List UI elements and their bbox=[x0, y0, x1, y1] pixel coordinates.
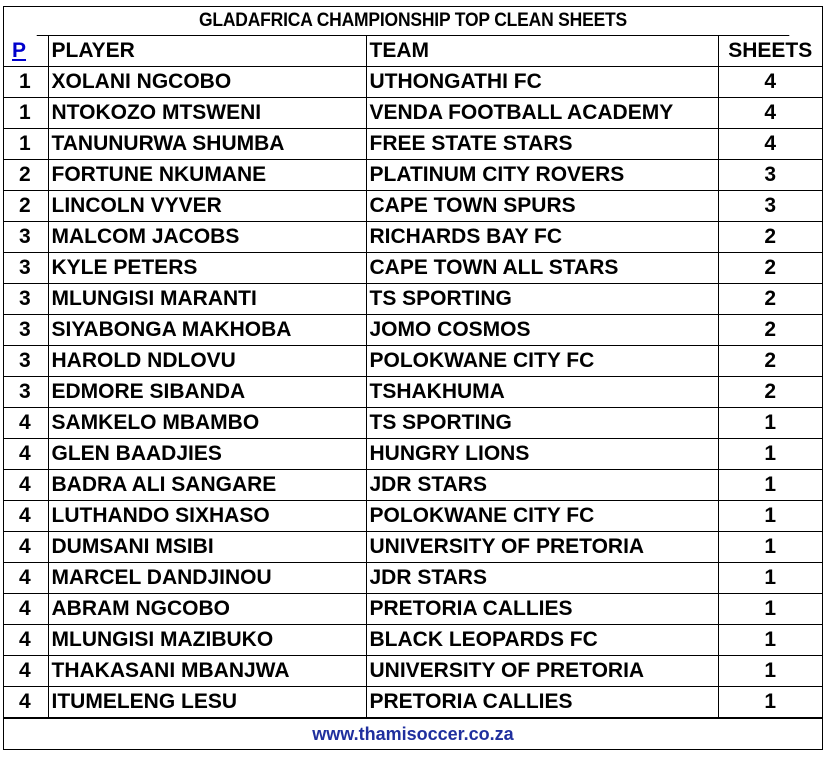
table-row bbox=[4, 67, 822, 98]
table-row bbox=[4, 253, 822, 284]
position-cell: 4 bbox=[4, 687, 48, 718]
team-cell: VENDA FOOTBALL ACADEMY bbox=[366, 98, 718, 129]
team-cell: POLOKWANE CITY FC bbox=[366, 501, 718, 532]
player-cell: TANUNURWA SHUMBA bbox=[48, 129, 366, 160]
position-cell: 4 bbox=[4, 594, 48, 625]
sheets-cell: 2 bbox=[718, 253, 822, 284]
sheets-cell: 3 bbox=[718, 160, 822, 191]
table-row bbox=[4, 687, 822, 718]
player-cell: SIYABONGA MAKHOBA bbox=[48, 315, 366, 346]
position-cell: 4 bbox=[4, 563, 48, 594]
position-cell: 3 bbox=[4, 222, 48, 253]
player-cell: MLUNGISI MAZIBUKO bbox=[48, 625, 366, 656]
table-row bbox=[4, 563, 822, 594]
table-row bbox=[4, 284, 822, 315]
sheets-cell: 2 bbox=[718, 377, 822, 408]
table-row bbox=[4, 222, 822, 253]
position-cell: 4 bbox=[4, 408, 48, 439]
position-cell: 4 bbox=[4, 439, 48, 470]
position-cell: 3 bbox=[4, 315, 48, 346]
sheets-cell: 4 bbox=[718, 129, 822, 160]
sheets-cell: 1 bbox=[718, 594, 822, 625]
position-cell: 3 bbox=[4, 253, 48, 284]
player-cell: HAROLD NDLOVU bbox=[48, 346, 366, 377]
player-cell: LUTHANDO SIXHASO bbox=[48, 501, 366, 532]
position-sort-link[interactable]: P bbox=[12, 39, 27, 62]
position-header[interactable] bbox=[4, 36, 48, 67]
table-row bbox=[4, 532, 822, 563]
team-cell: PLATINUM CITY ROVERS bbox=[366, 160, 718, 191]
player-cell: BADRA ALI SANGARE bbox=[48, 470, 366, 501]
position-cell: 1 bbox=[4, 67, 48, 98]
team-cell: PRETORIA CALLIES bbox=[366, 594, 718, 625]
team-cell: FREE STATE STARS bbox=[366, 129, 718, 160]
player-cell: KYLE PETERS bbox=[48, 253, 366, 284]
player-header: PLAYER bbox=[48, 36, 366, 67]
table-row bbox=[4, 377, 822, 408]
position-cell: 2 bbox=[4, 160, 48, 191]
team-cell: UNIVERSITY OF PRETORIA bbox=[366, 656, 718, 687]
position-cell: 4 bbox=[4, 470, 48, 501]
player-cell: NTOKOZO MTSWENI bbox=[48, 98, 366, 129]
sheets-cell: 1 bbox=[718, 501, 822, 532]
table-row bbox=[4, 315, 822, 346]
team-cell: PRETORIA CALLIES bbox=[366, 687, 718, 718]
sheets-cell: 4 bbox=[718, 98, 822, 129]
table-row bbox=[4, 470, 822, 501]
sheets-cell: 1 bbox=[718, 625, 822, 656]
sheets-cell: 4 bbox=[718, 67, 822, 98]
position-cell: 4 bbox=[4, 625, 48, 656]
team-cell: JDR STARS bbox=[366, 563, 718, 594]
table-title: GLADAFRICA CHAMPIONSHIP TOP CLEAN SHEETS bbox=[37, 7, 790, 36]
table-row bbox=[4, 129, 822, 160]
table-row bbox=[4, 439, 822, 470]
player-cell: FORTUNE NKUMANE bbox=[48, 160, 366, 191]
player-cell: MARCEL DANDJINOU bbox=[48, 563, 366, 594]
sheets-cell: 2 bbox=[718, 222, 822, 253]
team-cell: TS SPORTING bbox=[366, 408, 718, 439]
position-cell: 3 bbox=[4, 284, 48, 315]
position-cell: 2 bbox=[4, 191, 48, 222]
team-cell: POLOKWANE CITY FC bbox=[366, 346, 718, 377]
player-cell: SAMKELO MBAMBO bbox=[48, 408, 366, 439]
player-cell: XOLANI NGCOBO bbox=[48, 67, 366, 98]
table-row bbox=[4, 501, 822, 532]
team-cell: UTHONGATHI FC bbox=[366, 67, 718, 98]
player-cell: THAKASANI MBANJWA bbox=[48, 656, 366, 687]
sheets-cell: 2 bbox=[718, 346, 822, 377]
team-cell: UNIVERSITY OF PRETORIA bbox=[366, 532, 718, 563]
position-cell: 1 bbox=[4, 129, 48, 160]
sheets-cell: 1 bbox=[718, 408, 822, 439]
team-cell: JDR STARS bbox=[366, 470, 718, 501]
table-row bbox=[4, 408, 822, 439]
sheets-cell: 3 bbox=[718, 191, 822, 222]
table-row bbox=[4, 98, 822, 129]
sheets-cell: 1 bbox=[718, 470, 822, 501]
player-cell: MALCOM JACOBS bbox=[48, 222, 366, 253]
position-cell: 3 bbox=[4, 377, 48, 408]
table-row bbox=[4, 191, 822, 222]
team-cell: BLACK LEOPARDS FC bbox=[366, 625, 718, 656]
clean-sheets-table-container bbox=[3, 6, 823, 750]
player-cell: EDMORE SIBANDA bbox=[48, 377, 366, 408]
player-cell: MLUNGISI MARANTI bbox=[48, 284, 366, 315]
player-cell: LINCOLN VYVER bbox=[48, 191, 366, 222]
player-cell: ITUMELENG LESU bbox=[48, 687, 366, 718]
position-cell: 4 bbox=[4, 532, 48, 563]
position-cell: 1 bbox=[4, 98, 48, 129]
sheets-cell: 1 bbox=[718, 532, 822, 563]
sheets-cell: 2 bbox=[718, 284, 822, 315]
sheets-cell: 2 bbox=[718, 315, 822, 346]
team-header: TEAM bbox=[366, 36, 718, 67]
sheets-cell: 1 bbox=[718, 687, 822, 718]
website-footer[interactable]: www.thamisoccer.co.za bbox=[4, 718, 822, 749]
table-row bbox=[4, 656, 822, 687]
table-row bbox=[4, 346, 822, 377]
team-cell: RICHARDS BAY FC bbox=[366, 222, 718, 253]
team-cell: TS SPORTING bbox=[366, 284, 718, 315]
table-row bbox=[4, 160, 822, 191]
position-cell: 3 bbox=[4, 346, 48, 377]
table-row bbox=[4, 625, 822, 656]
sheets-cell: 1 bbox=[718, 439, 822, 470]
sheets-cell: 1 bbox=[718, 563, 822, 594]
player-cell: GLEN BAADJIES bbox=[48, 439, 366, 470]
team-cell: HUNGRY LIONS bbox=[366, 439, 718, 470]
position-cell: 4 bbox=[4, 656, 48, 687]
player-cell: ABRAM NGCOBO bbox=[48, 594, 366, 625]
team-cell: TSHAKHUMA bbox=[366, 377, 718, 408]
sheets-header: SHEETS bbox=[718, 36, 822, 67]
header-row bbox=[4, 36, 822, 67]
table-row bbox=[4, 594, 822, 625]
team-cell: JOMO COSMOS bbox=[366, 315, 718, 346]
team-cell: CAPE TOWN SPURS bbox=[366, 191, 718, 222]
clean-sheets-table bbox=[4, 36, 822, 718]
sheets-cell: 1 bbox=[718, 656, 822, 687]
team-cell: CAPE TOWN ALL STARS bbox=[366, 253, 718, 284]
position-cell: 4 bbox=[4, 501, 48, 532]
player-cell: DUMSANI MSIBI bbox=[48, 532, 366, 563]
table-body bbox=[4, 67, 822, 718]
